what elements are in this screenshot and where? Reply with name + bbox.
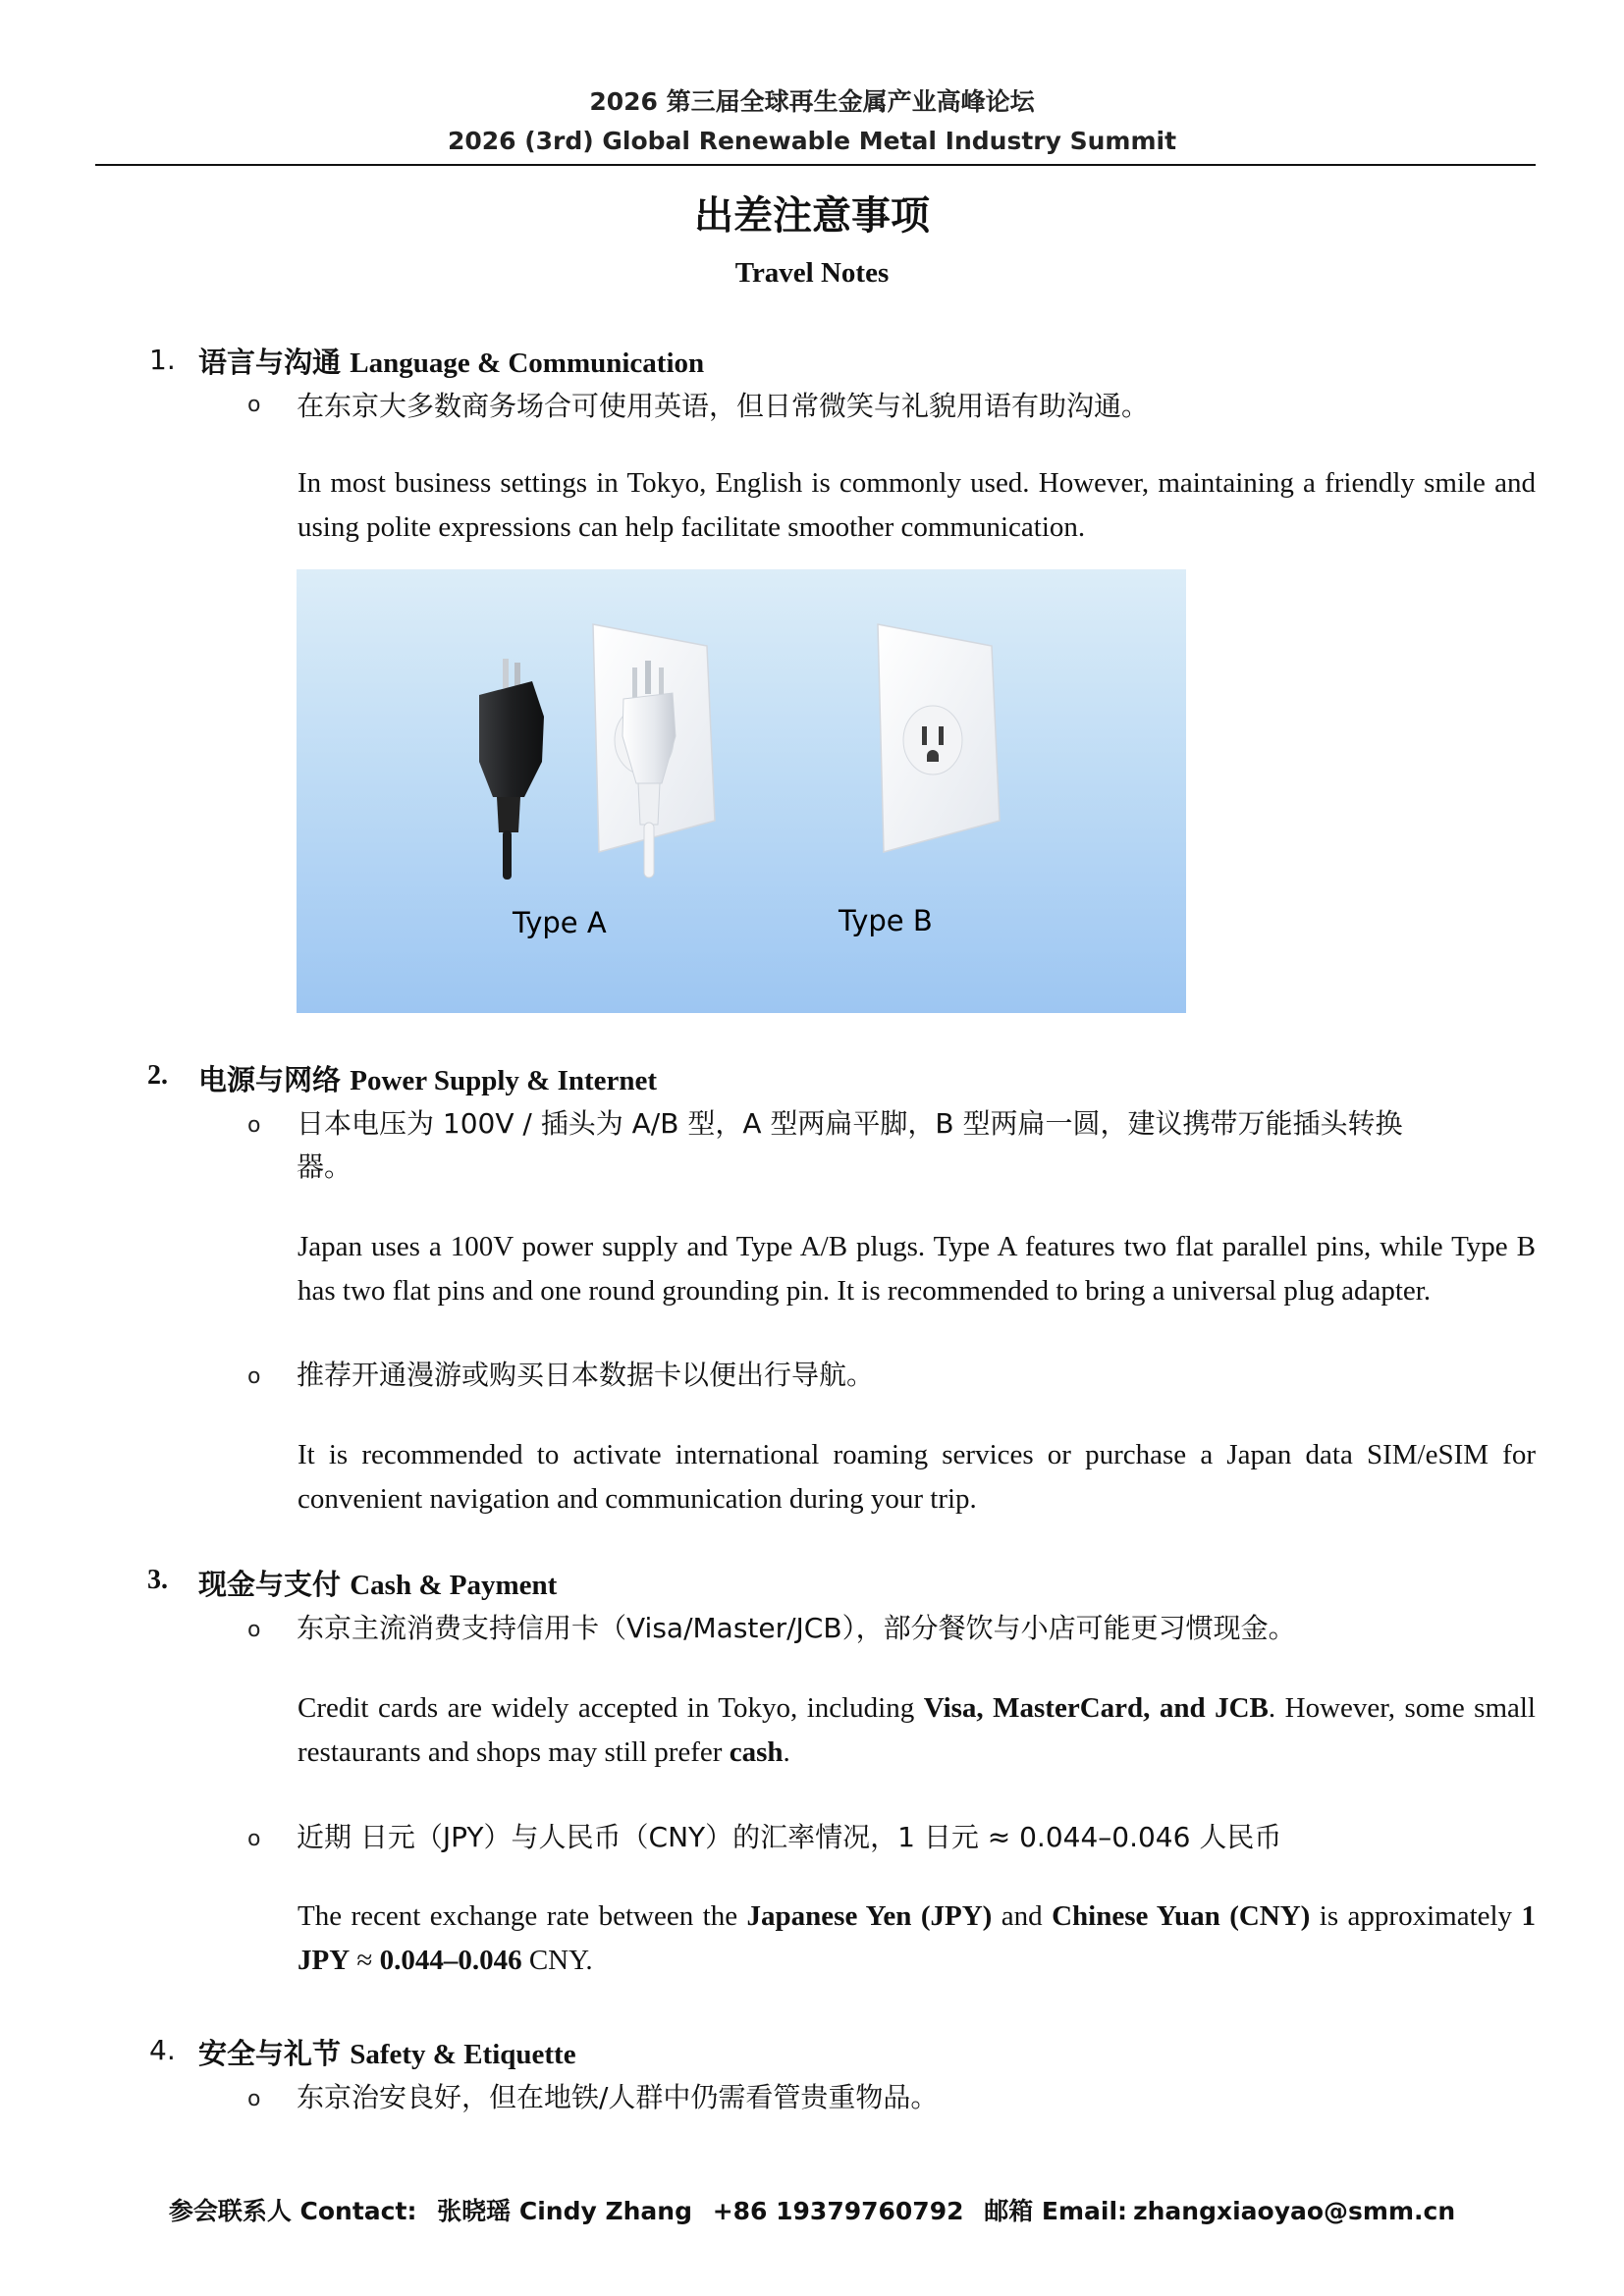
section-2-number: 2. (147, 1060, 168, 1091)
section-1-title (198, 341, 704, 381)
section-4-item-1-cn: 东京治安良好，但在地铁/人群中仍需看管贵重物品。 (297, 2081, 939, 2113)
text-run: The recent exchange rate between the (298, 1900, 747, 1932)
type-a-plug-icon (479, 659, 544, 880)
rate-base: 1 JPY (298, 1900, 1536, 1976)
section-3-title-cn: 现金与支付 (198, 1568, 342, 1601)
summit-title-cn: 2026 第三届全球再生金属产业高峰论坛 (589, 87, 1035, 116)
section-3-title (198, 1563, 557, 1603)
contact-label: 参会联系人 Contact: (168, 2197, 417, 2225)
section-1-title-cn: 语言与沟通 (198, 346, 342, 379)
section-1-item-1-cn: 在东京大多数商务场合可使用英语，但日常微笑与礼貌用语有助沟通。 (297, 390, 1150, 422)
email-label: 邮箱 Email: (984, 2197, 1128, 2225)
section-3-number: 3. (147, 1565, 168, 1595)
text-run: Credit cards are widely accepted in Tokyo, including (298, 1692, 924, 1724)
section-2-item-1-en: Japan uses a 100V power supply and Type A/B plugs. Type A features two flat parallel pins, while Type B has two flat pins and one round grounding pin. It is recommended to bring a universal plug adapter. (298, 1231, 1536, 1307)
section-1-title-en: Language & Communication (350, 347, 705, 379)
cash-term: cash (729, 1736, 784, 1768)
section-4-title-cn: 安全与礼节 (198, 2037, 342, 2070)
bullet-marker: o (247, 1113, 261, 1138)
page-title-en: Travel Notes (734, 257, 890, 289)
section-4-title-en: Safety & Etiquette (350, 2039, 576, 2070)
section-3-item-2-cn: 近期 日元（JPY）与人民币（CNY）的汇率情况，1 日元 ≈ 0.044–0.046 人民币 (297, 1821, 1282, 1853)
card-brands: Visa, MasterCard, and JCB (923, 1692, 1269, 1724)
section-3-item-1-en (298, 1686, 1536, 1775)
section-4-title (198, 2032, 576, 2072)
section-3-item-2-en (298, 1895, 1536, 1983)
section-2-title (198, 1058, 657, 1098)
section-4-number: 4. (149, 2034, 176, 2066)
section-2-item-2-en: It is recommended to activate international roaming services or purchase a Japan data SIM/eSIM for convenient navigation and communication during your trip. (298, 1439, 1536, 1515)
section-2-item-2-cn: 推荐开通漫游或购买日本数据卡以便出行导航。 (297, 1359, 875, 1391)
contact-phone[interactable]: +86 19379760792 (712, 2197, 964, 2225)
text-run: CNY. (521, 1945, 593, 1976)
text-run: . However, some small restaurants and shops may still prefer (298, 1692, 1536, 1768)
page-title-cn: 出差注意事项 (694, 193, 930, 239)
text-run: and (992, 1900, 1053, 1932)
bullet-marker: o (247, 1827, 261, 1851)
plug-illustration (297, 569, 1186, 1013)
bullet-marker: o (247, 1618, 261, 1642)
section-2-title-en: Power Supply & Internet (350, 1065, 658, 1096)
bullet-marker: o (247, 2087, 261, 2111)
section-3-item-1-cn: 东京主流消费支持信用卡（Visa/Master/JCB），部分餐饮与小店可能更习惯现金。 (297, 1612, 1296, 1644)
summit-title-en: 2026 (3rd) Global Renewable Metal Industry Summit (447, 127, 1177, 155)
bullet-marker: o (247, 1364, 261, 1389)
section-2-item-1-cn-line1: 日本电压为 100V / 插头为 A/B 型，A 型两扁平脚，B 型两扁一圆，建议携带万能插头转换 (297, 1107, 1403, 1140)
contact-email[interactable]: zhangxiaoyao@smm.cn (1133, 2197, 1456, 2225)
type-a-label: Type A (513, 906, 607, 939)
text-run: ≈ (350, 1945, 380, 1976)
section-1-number: 1. (149, 344, 176, 376)
jpy-term: Japanese Yen (JPY) (746, 1900, 993, 1932)
bullet-marker: o (247, 393, 261, 417)
plug-types-figure (297, 569, 1186, 1013)
type-b-outlet-icon (878, 624, 1000, 852)
contact-name: 张晓瑶 Cindy Zhang (437, 2197, 692, 2225)
text-run: . (783, 1736, 790, 1768)
contact-footer (0, 2192, 1624, 2227)
rate-range: 0.044–0.046 (379, 1945, 522, 1976)
cny-term: Chinese Yuan (CNY) (1052, 1900, 1311, 1932)
type-b-label: Type B (839, 904, 933, 937)
section-3-title-en: Cash & Payment (350, 1570, 558, 1601)
text-run: is approximately (1310, 1900, 1522, 1932)
header-divider (95, 164, 1536, 166)
section-2-item-1-cn-line2: 器。 (297, 1150, 352, 1183)
section-2-title-cn: 电源与网络 (198, 1063, 342, 1096)
section-1-item-1-en: In most business settings in Tokyo, English is commonly used. However, maintaining a friendly smile and using polite expressions can help facilitate smoother communication. (298, 467, 1536, 543)
